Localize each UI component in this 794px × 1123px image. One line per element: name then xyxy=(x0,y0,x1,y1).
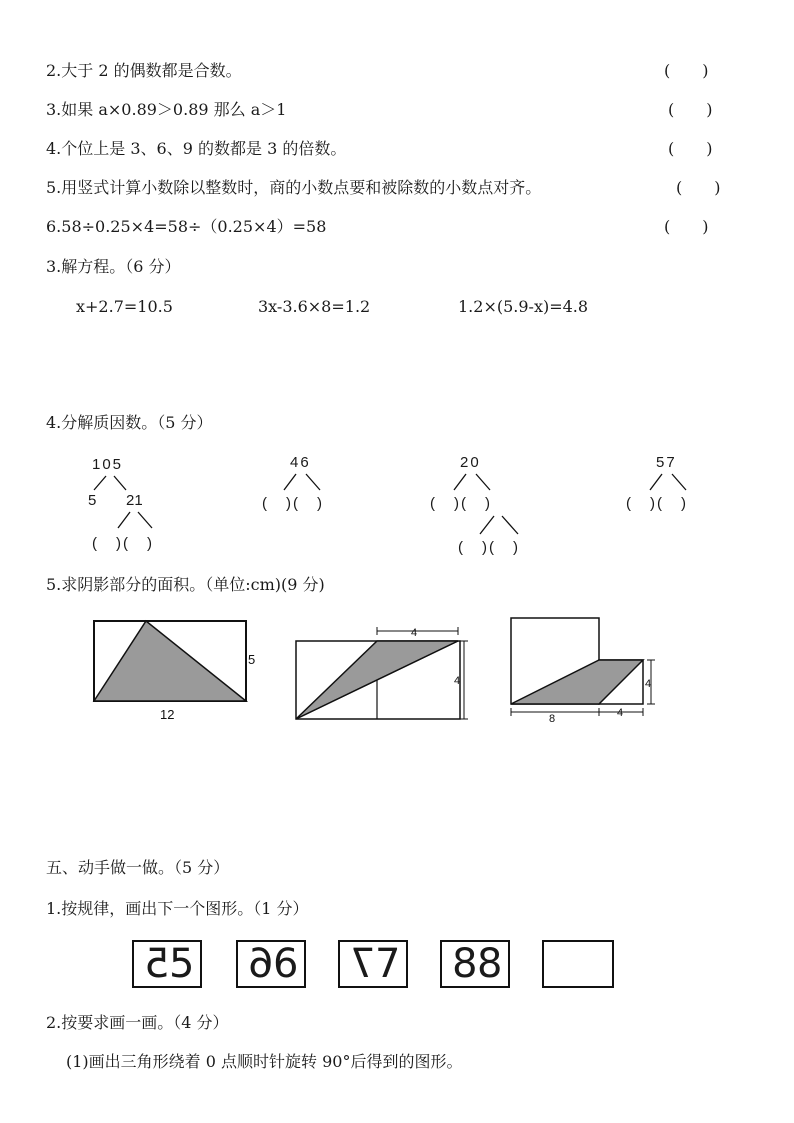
statement-3: 3.如果 a×0.89＞0.89 那么 a＞1 xyxy=(46,100,287,119)
tree-105-factor-5: 5 xyxy=(88,492,97,509)
figure-3-side-label: 4 xyxy=(645,678,652,690)
tree-105-blanks[interactable]: ( )( ) xyxy=(92,535,154,552)
part5-question-1: 1.按规律，画出下一个图形。（1 分） xyxy=(46,899,309,918)
tree-20-blanks-2[interactable]: ( )( ) xyxy=(458,539,520,556)
tree-105-factor-21: 21 xyxy=(126,492,143,509)
figure-2-two-squares xyxy=(290,625,480,725)
tree-46-root: 46 xyxy=(290,454,311,471)
section-title-equations: 3.解方程。（6 分） xyxy=(46,257,181,276)
equation-2: 3x-3.6×8=1.2 xyxy=(258,297,371,316)
pattern-digit-6: 6 xyxy=(273,941,299,987)
tree-57-branches xyxy=(636,470,716,494)
pattern-answer-box[interactable] xyxy=(542,940,614,988)
pattern-box-4 xyxy=(440,940,510,988)
figure-1-rect-triangle xyxy=(88,615,278,730)
pattern-digit-5: 5 xyxy=(169,941,195,987)
figure-3-squares xyxy=(505,612,665,727)
answer-paren-3[interactable]: ( ) xyxy=(668,100,713,119)
answer-paren-4[interactable]: ( ) xyxy=(668,139,713,158)
pattern-box-2 xyxy=(236,940,306,988)
part5-question-2-1: (1)画出三角形绕着 0 点顺时针旋转 90°后得到的图形。 xyxy=(66,1052,463,1071)
pattern-box-3 xyxy=(338,940,408,988)
tree-105-root: 105 xyxy=(92,456,124,473)
figure-3-bottom-right-label: 4 xyxy=(617,707,624,719)
figure-3-bottom-left-label: 8 xyxy=(549,713,556,725)
pattern-digit-7: 7 xyxy=(375,941,401,987)
section-title-shaded-area: 5.求阴影部分的面积。（单位:cm)(9 分) xyxy=(46,575,325,594)
answer-paren-6[interactable]: ( ) xyxy=(664,217,709,236)
figure-2-top-label: 4 xyxy=(411,627,418,639)
statement-4: 4.个位上是 3、6、9 的数都是 3 的倍数。 xyxy=(46,139,347,158)
equation-1: x+2.7=10.5 xyxy=(76,297,173,316)
pattern-digit-8: 8 xyxy=(477,941,503,987)
tree-57-root: 57 xyxy=(656,454,677,471)
tree-20-root: 20 xyxy=(460,454,481,471)
statement-2: 2.大于 2 的偶数都是合数。 xyxy=(46,61,242,80)
equation-3: 1.2×(5.9-x)=4.8 xyxy=(458,297,589,316)
statement-5: 5.用竖式计算小数除以整数时，商的小数点要和被除数的小数点对齐。 xyxy=(46,178,542,197)
tree-20-blanks[interactable]: ( )( ) xyxy=(430,495,492,512)
pattern-digit-mirrored-7: 7 xyxy=(349,941,375,987)
figure-2-side-label: 4 xyxy=(454,675,461,687)
statement-6: 6.58÷0.25×4=58÷（0.25×4）=58 xyxy=(46,217,327,236)
tree-46-blanks[interactable]: ( )( ) xyxy=(262,495,324,512)
figure-1-width-label: 12 xyxy=(160,707,175,722)
part5-title: 五、动手做一做。（5 分） xyxy=(46,858,230,877)
figure-1-height-label: 5 xyxy=(248,652,256,667)
section-title-factorization: 4.分解质因数。（5 分） xyxy=(46,413,213,432)
pattern-box-1 xyxy=(132,940,202,988)
pattern-digit-mirrored-6: 6 xyxy=(247,941,273,987)
pattern-digit-mirrored-5: 5 xyxy=(143,941,169,987)
pattern-digit-mirrored-8: 8 xyxy=(451,941,477,987)
tree-57-blanks[interactable]: ( )( ) xyxy=(626,495,688,512)
tree-46-branches xyxy=(270,470,350,494)
answer-paren-5[interactable]: ( ) xyxy=(676,178,721,197)
part5-question-2: 2.按要求画一画。（4 分） xyxy=(46,1013,229,1032)
answer-paren-2[interactable]: ( ) xyxy=(664,61,709,80)
